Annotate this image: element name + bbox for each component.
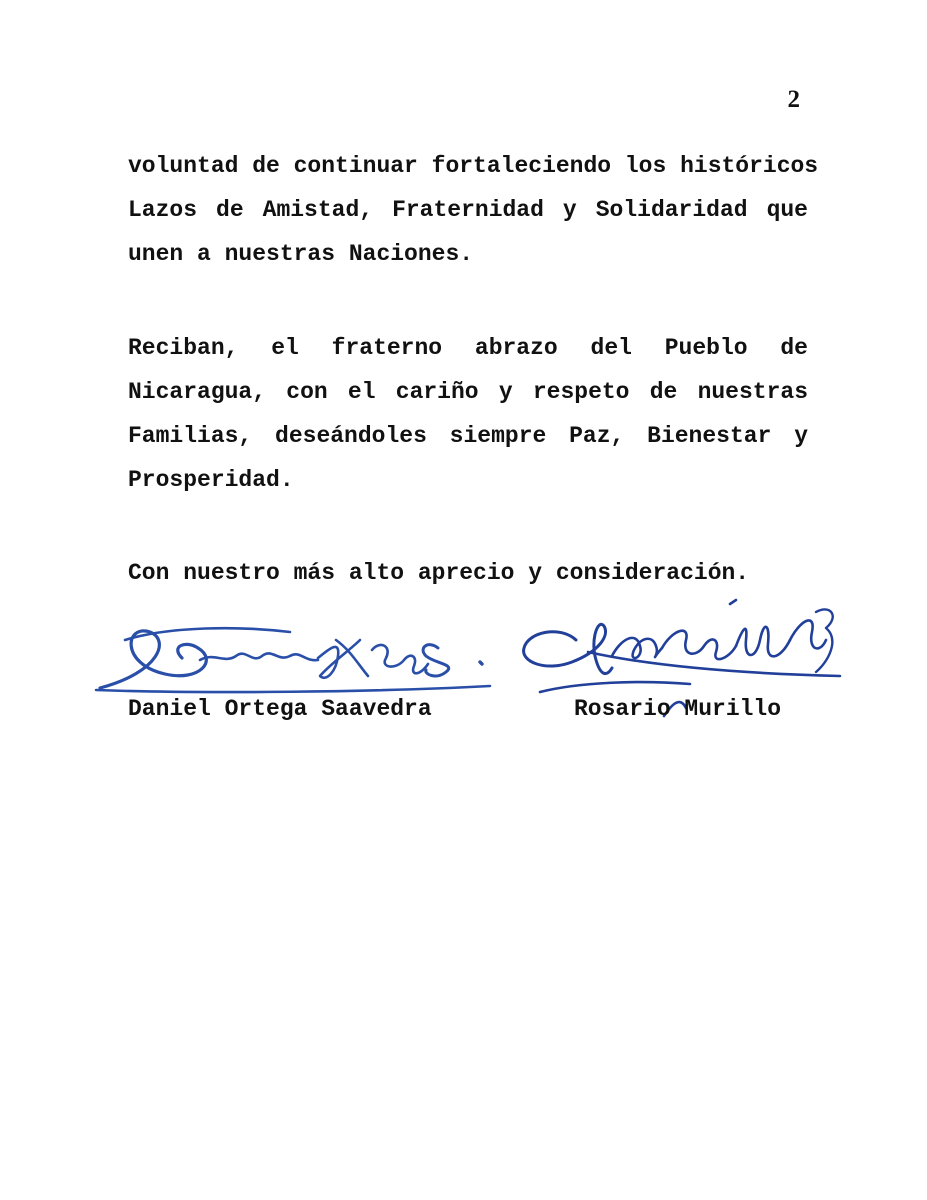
page-number: 2 xyxy=(787,86,800,113)
signer-name-rosario-murillo: Rosario Murillo xyxy=(574,696,782,722)
paragraph-line: Lazos de Amistad, Fraternidad y Solidaridad que xyxy=(128,197,808,223)
paragraph-line: unen a nuestras Naciones. xyxy=(128,241,474,267)
paragraph-line: Prosperidad. xyxy=(128,467,294,493)
signature-daniel-ortega xyxy=(96,628,490,692)
paragraph-line: Familias, deseándoles siempre Paz, Bienestar y xyxy=(128,423,808,449)
paragraph-1 xyxy=(128,144,819,276)
paragraph-line: Nicaragua, con el cariño y respeto de nuestras xyxy=(128,379,808,405)
signer-name-daniel-ortega: Daniel Ortega Saavedra xyxy=(128,696,432,722)
paragraph-line: Reciban, el fraterno abrazo del Pueblo de xyxy=(128,335,808,361)
closing-line xyxy=(128,551,808,595)
paragraph-line: voluntad de continuar fortaleciendo los históricos xyxy=(128,153,819,179)
paragraph-2 xyxy=(128,326,808,502)
paragraph-line: Con nuestro más alto aprecio y consideración. xyxy=(128,560,750,586)
